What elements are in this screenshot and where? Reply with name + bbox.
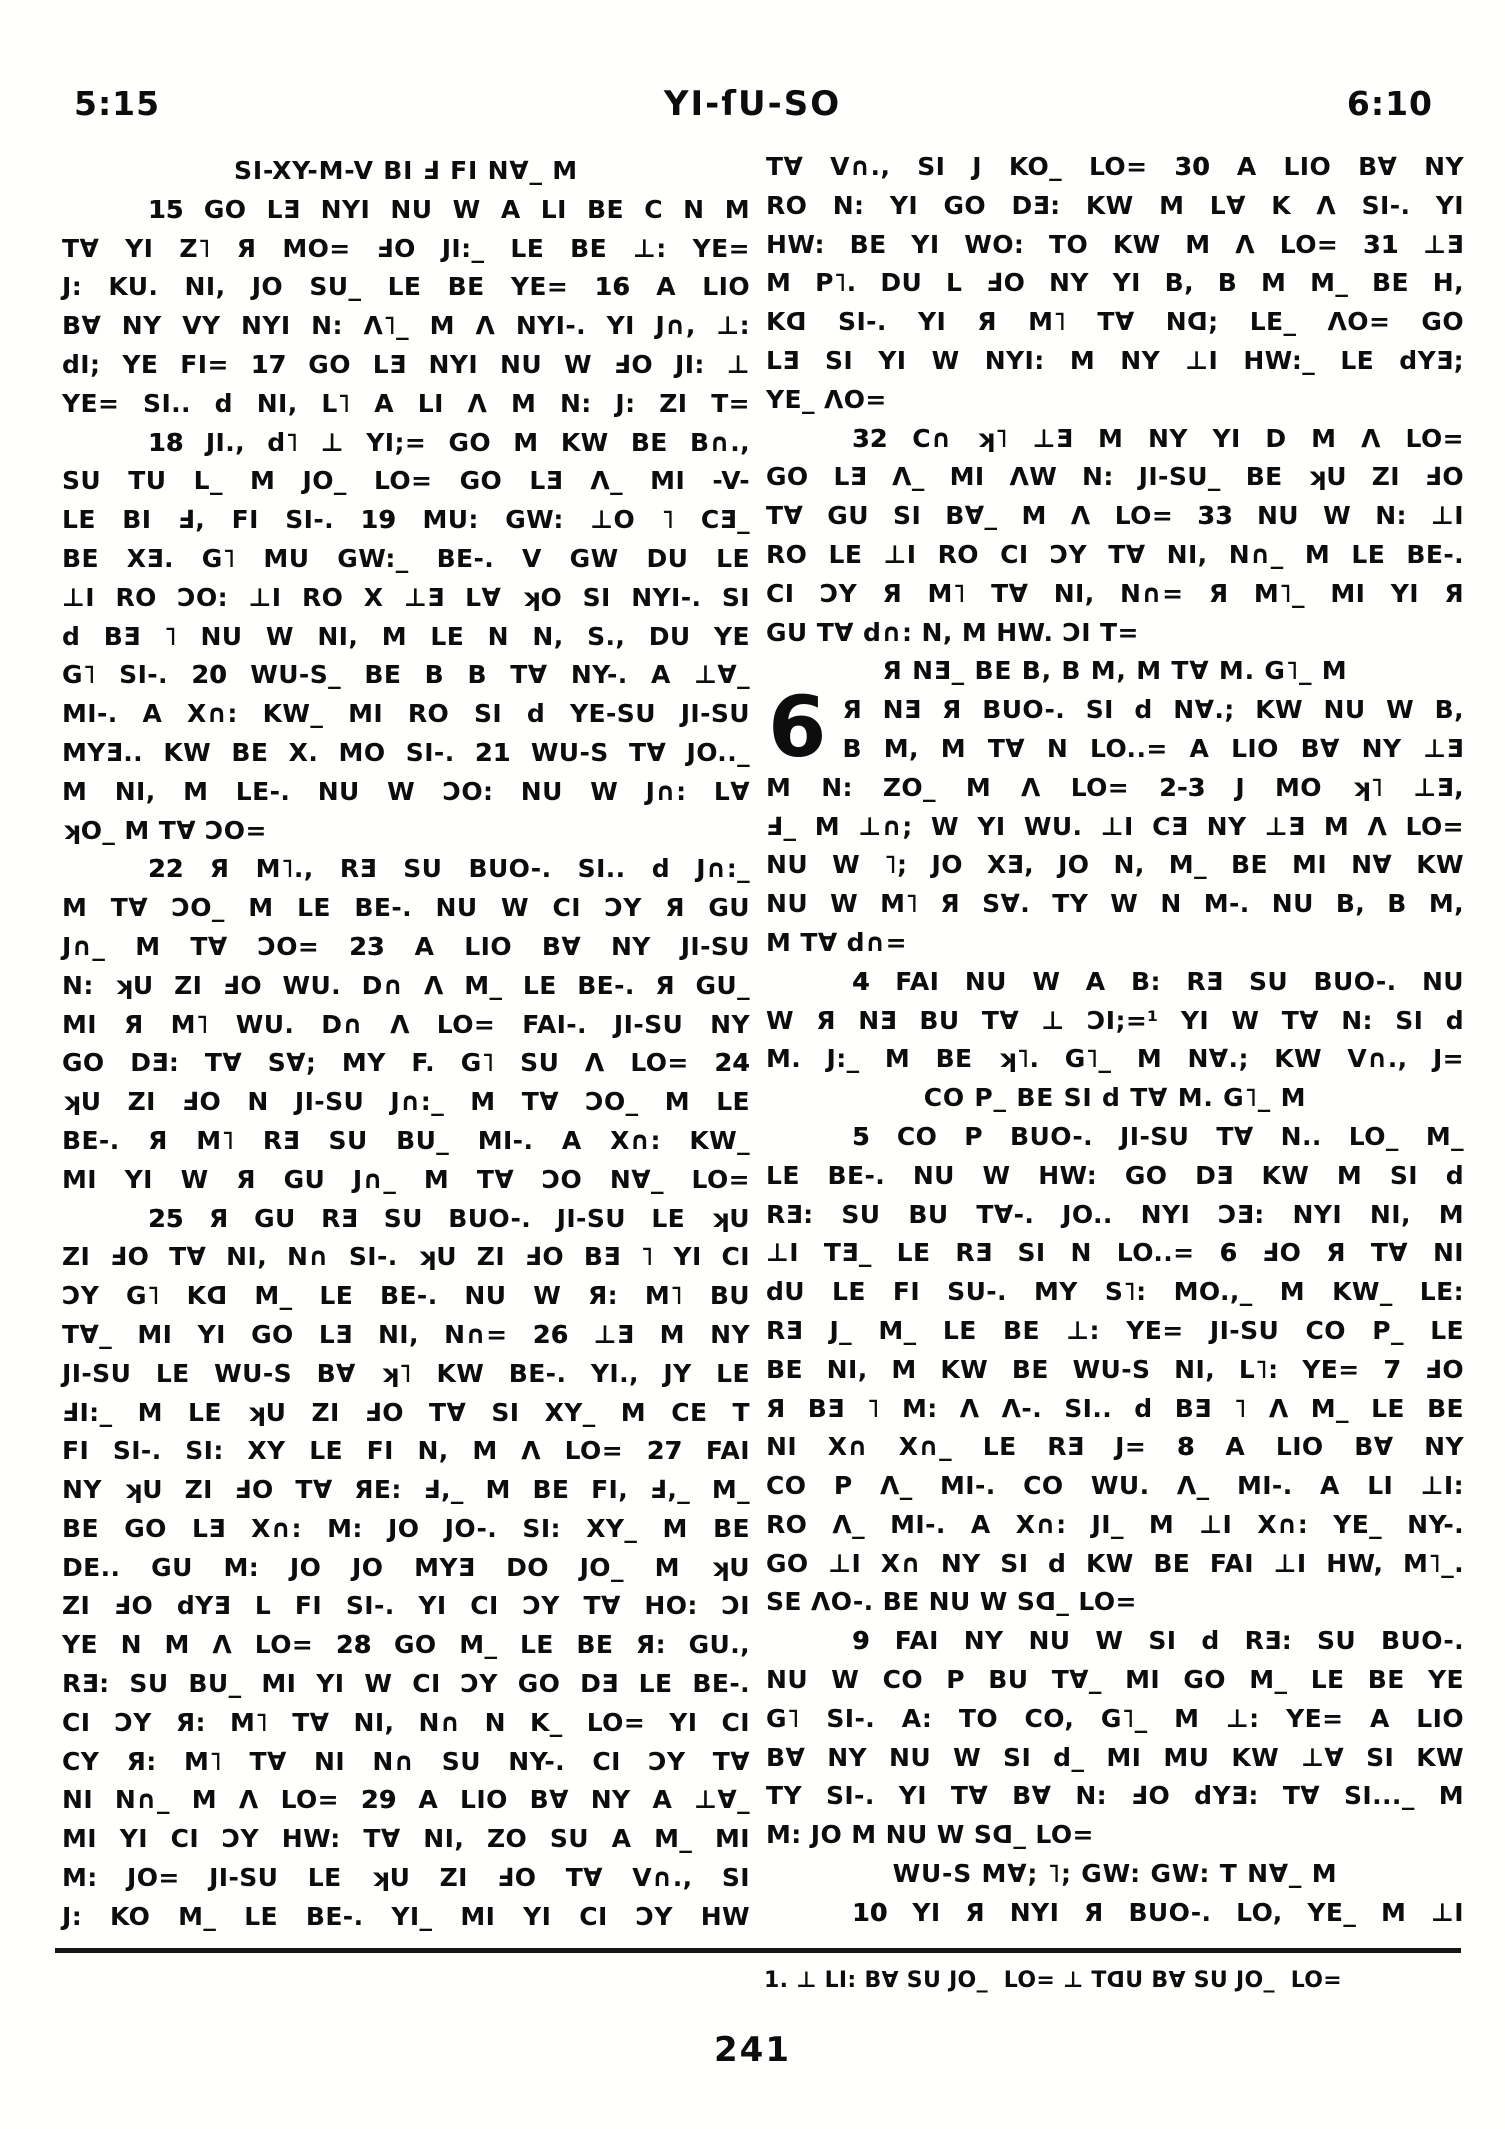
verse-line: NU W ˥; JO XƎ, JO N, M_ BE MI N∀ KW: [766, 850, 1464, 880]
verse-number: 20: [191, 660, 227, 690]
verse-line: RO LE ⊥I RO CI ƆY T∀ NI, N∩_ M LE BE-.: [766, 539, 1464, 569]
verse-line: LE BI Ⅎ, FI SI-. 19 MU: GW: ⊥O ˥ CƎ_: [62, 505, 750, 535]
verse-number: 25: [148, 1203, 184, 1233]
verse-number: 15: [148, 194, 184, 224]
verse-line: HW: BE YI WO: TO KW M Λ LO= 31 ⊥Ǝ: [766, 229, 1465, 259]
verse-line: T∀ YI Z˥ Я MO= ℲO JI:_ LE BE ⊥: YE=: [62, 233, 750, 263]
verse-line: CO P Λ_ MI-. CO WU. Λ_ MI-. A LI ⊥I:: [766, 1471, 1464, 1501]
verse-number: 29: [360, 1785, 397, 1815]
verse-line: NI N∩_ M Λ LO= 29 A LIO B∀ NY A ⊥∀_: [62, 1785, 750, 1815]
verse-line: ⊥I RO ƆO: ⊥I RO X ⊥Ǝ L∀ ʞO SI NYI-. SI: [62, 582, 750, 612]
verse-line: ZI ℲO T∀ NI, N∩ SI-. ʞU ZI ℲO BƎ ˥ YI CI: [62, 1242, 750, 1272]
verse-line: NY ʞU ZI ℲO T∀ ЯE: Ⅎ,_ M BE FI, Ⅎ,_ M_: [62, 1475, 750, 1505]
verse-line: M N: ZO_ M Λ LO= 2-3 J MO ʞ˥ ⊥Ǝ,: [766, 772, 1464, 802]
verse-line: YE N M Λ LO= 28 GO M_ LE BE Я: GU.,: [62, 1630, 750, 1660]
verse-line: T∀ V∩., SI J KO_ LO= 30 A LIO B∀ NY: [766, 152, 1464, 181]
verse-line: 15 GO LƎ NYI NU W A LI BE C N M: [148, 194, 750, 224]
verse-line: ZI ℲO dYƎ L FI SI-. YI CI ƆY T∀ HO: ƆI: [62, 1591, 750, 1621]
verse-line: RƎ: SU BU T∀-. JO.. NYI ƆƎ: NYI NI, M: [766, 1199, 1464, 1229]
verse-line: 10 YI Я NYI Я BUO-. LO, YE_ M ⊥I: [852, 1897, 1464, 1927]
verse-line: W Я NƎ BU T∀ ⊥ ƆI;=¹ YI W T∀ N: SI d: [766, 1005, 1464, 1035]
verse-number: 17: [250, 349, 287, 379]
verse-number: 10: [852, 1897, 888, 1927]
verse-line: GO DƎ: T∀ S∀; MY F. G˥ SU Λ LO= 24: [62, 1048, 750, 1078]
verse-line: NU W M˥ Я S∀. TY W N M-. NU B, B M,: [766, 889, 1464, 919]
verse-line: RƎ J_ M_ LE BE ⊥: YE= JI-SU CO P_ LE: [766, 1315, 1464, 1345]
verse-line: dI; YE FI= 17 GO LƎ NYI NU W ℲO JI: ⊥: [62, 349, 751, 379]
verse-line: CI ƆY Я: M˥ T∀ NI, N∩ N K_ LO= YI CI: [62, 1707, 750, 1737]
section-heading: CO P_ BE SI d T∀ M. G˥_ M: [923, 1083, 1307, 1113]
verse-line: T∀ GU SI B∀_ M Λ LO= 33 NU W N: ⊥I: [766, 501, 1464, 531]
running-header: [0, 84, 1505, 130]
verse-number: 30: [1174, 152, 1210, 181]
verse-number: 5: [852, 1121, 870, 1151]
verse-line: SU TU L_ M JO_ LO= GO LƎ Λ_ MI -V-: [62, 466, 750, 496]
verse-line: DE.. GU M: JO JO MYƎ DO JO_ M ʞU: [62, 1552, 750, 1582]
verse-number: 19: [360, 505, 397, 535]
chapter-start: [766, 691, 1464, 769]
section-heading: Я NƎ_ BE B, B M, M T∀ M. G˥_ M: [882, 656, 1348, 686]
verse-line: CI ƆY Я M˥ T∀ NI, N∩= Я M˥_ MI YI Я: [766, 578, 1464, 608]
verse-line: Я BƎ ˥ M: Λ Λ-. SI.. d BƎ ˥ Λ M_ LE BE: [766, 1393, 1464, 1423]
verse-number: 2-3: [1159, 772, 1206, 802]
verse-line: GO ⊥I X∩ NY SI d KW BE FAI ⊥I HW, M˥_.: [766, 1548, 1464, 1578]
verse-line: CY Я: M˥ T∀ NI N∩ SU NY-. CI ƆY T∀: [62, 1746, 750, 1776]
verse-number: 16: [594, 272, 631, 302]
verse-line: YE_ ΛO=: [766, 384, 887, 414]
verse-line: G˥ SI-. 20 WU-S_ BE B B T∀ NY-. A ⊥∀_: [62, 660, 750, 690]
verse-line: B∀ NY VY NYI N: Λ˥_ M Λ NYI-. YI J∩, ⊥:: [62, 311, 750, 341]
verse-number: 22: [148, 854, 184, 884]
verse-line: SE ΛO-. BE NU W Sᗡ_ LO=: [766, 1587, 1137, 1617]
verse-line: MI YI W Я GU J∩_ M T∀ ƆO N∀_ LO=: [62, 1164, 750, 1194]
text-column-left: [62, 152, 750, 1937]
verse-number: 33: [1197, 501, 1233, 531]
verse-line: dU LE FI SU-. MY S˥: MO.,_ M KW_ LE:: [766, 1277, 1464, 1307]
verse-number: 26: [532, 1319, 569, 1349]
verse-line: ℲI:_ M LE ʞU ZI ℲO T∀ SI XY_ M CE T: [62, 1397, 750, 1427]
section-heading: SI-XY-M-V BI Ⅎ FI N∀_ M: [234, 156, 578, 185]
verse-line: M. J:_ M BE ʞ˥. G˥_ M N∀.; KW V∩., J=: [766, 1044, 1464, 1074]
verse-line: NU W CO P BU T∀_ MI GO M_ LE BE YE: [766, 1665, 1464, 1695]
verse-line: d BƎ ˥ NU W NI, M LE N N, S., DU YE: [62, 621, 750, 651]
verse-number: 4: [852, 966, 870, 996]
verse-line: B M, M T∀ N LO..= A LIO B∀ NY ⊥Ǝ: [842, 733, 1464, 763]
verse-line: N: ʞU ZI ℲO WU. D∩ Λ M_ LE BE-. Я GU_: [62, 970, 750, 1000]
verse-number: 23: [349, 931, 385, 961]
verse-line: LƎ SI YI W NYI: M NY ⊥I HW:_ LE dYƎ;: [766, 345, 1464, 375]
verse-line: M T∀ d∩=: [766, 927, 908, 957]
verse-line: 18 JI., d˥ ⊥ YI;= GO M KW BE B∩.,: [148, 427, 750, 457]
verse-line: Ⅎ_ M ⊥∩; W YI WU. ⊥I CƎ NY ⊥Ǝ M Λ LO=: [766, 811, 1464, 841]
verse-ref-left: 5:15: [74, 84, 161, 123]
verse-number: 6: [1219, 1238, 1238, 1268]
verse-line: M: JO M NU W Sᗡ_ LO=: [766, 1820, 1094, 1850]
verse-line: ƆY G˥ Kᗡ M_ LE BE-. NU W Я: M˥ BU: [62, 1281, 750, 1311]
verse-line: RƎ: SU BU_ MI YI W CI ƆY GO DƎ LE BE-.: [62, 1669, 750, 1699]
verse-line: G˥ SI-. A: TO CO, G˥_ M ⊥: YE= A LIO: [766, 1703, 1464, 1733]
verse-line: BE XƎ. G˥ MU GW:_ BE-. V GW DU LE: [62, 543, 750, 573]
verse-line: B∀ NY NU W SI d_ MI MU KW ⊥∀ SI KW: [766, 1742, 1464, 1772]
verse-line: M: JO= JI-SU LE ʞU ZI ℲO T∀ V∩., SI: [62, 1863, 750, 1893]
page-number: 241: [714, 2030, 791, 2070]
verse-line: BE-. Я M˥ RƎ SU BU_ MI-. A X∩: KW_: [62, 1125, 750, 1155]
verse-number: 9: [852, 1626, 870, 1656]
chapter-number-dropcap: 6: [768, 691, 827, 769]
verse-number: 18: [148, 427, 184, 457]
verse-number: 32: [852, 423, 888, 453]
text-column-right: [766, 148, 1464, 1933]
verse-line: GU T∀ d∩: N, M HW. ƆI T=: [766, 617, 1139, 647]
verse-line: Я NƎ Я BUO-. SI d N∀.; KW NU W B,: [842, 695, 1464, 725]
verse-line: LE BE-. NU W HW: GO DƎ KW M SI d: [766, 1160, 1464, 1190]
verse-line: BE GO LƎ X∩: M: JO JO-. SI: XY_ M BE: [62, 1513, 750, 1543]
verse-line: YE= SI.. d NI, L˥ A LI Λ M N: J: ZI T=: [62, 388, 750, 418]
verse-ref-right: 6:10: [1346, 84, 1433, 123]
verse-line: ⊥I TƎ_ LE RƎ SI N LO..= 6 ℲO Я T∀ NI: [766, 1238, 1465, 1268]
verse-line: J: KU. NI, JO SU_ LE BE YE= 16 A LIO: [62, 272, 750, 302]
verse-line: Kᗡ SI-. YI Я M˥ T∀ Nᗡ; LE_ ΛO= GO: [766, 307, 1464, 337]
verse-line: 22 Я M˥., RƎ SU BUO-. SI.. d J∩:_: [148, 854, 750, 884]
section-heading: WU-S M∀; ˥; GW: GW: T N∀_ M: [892, 1859, 1338, 1889]
verse-line: J: KO M_ LE BE-. YI_ MI YI CI ƆY HW: [62, 1901, 750, 1931]
verse-line: 32 C∩ ʞ˥ ⊥Ǝ M NY YI D M Λ LO=: [852, 423, 1464, 453]
verse-line: 9 FAI NY NU W SI d RƎ: SU BUO-.: [852, 1626, 1464, 1656]
verse-line: BE NI, M KW BE WU-S NI, L˥: YE= 7 ℲO: [766, 1354, 1465, 1384]
verse-line: GO LƎ Λ_ MI ΛW N: JI-SU_ BE ʞU ZI ℲO: [766, 462, 1464, 492]
verse-line: ʞU ZI ℲO N JI-SU J∩:_ M T∀ ƆO_ M LE: [62, 1087, 750, 1117]
verse-line: M T∀ ƆO_ M LE BE-. NU W CI ƆY Я GU: [62, 893, 750, 923]
verse-line: T∀_ MI YI GO LƎ NI, N∩= 26 ⊥Ǝ M NY: [62, 1319, 750, 1349]
verse-line: MI Я M˥ WU. D∩ Λ LO= FAI-. JI-SU NY: [62, 1009, 750, 1039]
verse-line: J∩_ M T∀ ƆO= 23 A LIO B∀ NY JI-SU: [62, 931, 750, 961]
verse-number: 27: [646, 1436, 683, 1466]
verse-line: MI YI CI ƆY HW: T∀ NI, ZO SU A M_ MI: [62, 1824, 750, 1854]
verse-line: 25 Я GU RƎ SU BUO-. JI-SU LE ʞU: [148, 1203, 750, 1233]
verse-line: M NI, M LE-. NU W ƆO: NU W J∩: L∀: [62, 776, 750, 806]
verse-line: RO N: YI GO DƎ: KW M L∀ K Λ SI-. YI: [766, 190, 1464, 220]
footnote: 1. ⊥ LI: B∀ SU JO_ LO= ⊥ TᗡU B∀ SU JO_ LO=: [764, 1968, 1342, 1993]
verse-number: 7: [1383, 1354, 1402, 1384]
verse-line: FI SI-. SI: XY LE FI N, M Λ LO= 27 FAI: [62, 1436, 750, 1466]
footnote-separator: [55, 1948, 1461, 1953]
verse-line: NI X∩ X∩_ LE RƎ J= 8 A LIO B∀ NY: [766, 1432, 1464, 1462]
verse-number: 31: [1362, 229, 1399, 259]
verse-line: M P˥. DU L ℲO NY YI B, B M M_ BE H,: [766, 268, 1464, 298]
verse-number: 8: [1176, 1432, 1195, 1462]
verse-line: RO Λ_ MI-. A X∩: JI_ M ⊥I X∩: YE_ NY-.: [766, 1509, 1464, 1539]
verse-number: 24: [714, 1048, 750, 1078]
verse-line: 5 CO P BUO-. JI-SU T∀ N.. LO_ M_: [852, 1121, 1464, 1151]
verse-line: JI-SU LE WU-S B∀ ʞ˥ KW BE-. YI., JY LE: [62, 1358, 750, 1388]
verse-line: 4 FAI NU W A B: RƎ SU BUO-. NU: [852, 966, 1464, 996]
verse-number: 21: [474, 737, 511, 767]
verse-line: MYƎ.. KW BE X. MO SI-. 21 WU-S T∀ JO.._: [62, 737, 750, 767]
verse-line: TY SI-. YI T∀ B∀ N: ℲO dYƎ: T∀ SI..._ M: [766, 1781, 1464, 1811]
verse-line: ʞO_ M T∀ ƆO=: [62, 815, 267, 845]
book-title: YI-ſU-SO: [663, 84, 842, 124]
verse-number: 28: [335, 1630, 372, 1660]
verse-line: MI-. A X∩: KW_ MI RO SI d YE-SU JI-SU: [62, 699, 750, 729]
